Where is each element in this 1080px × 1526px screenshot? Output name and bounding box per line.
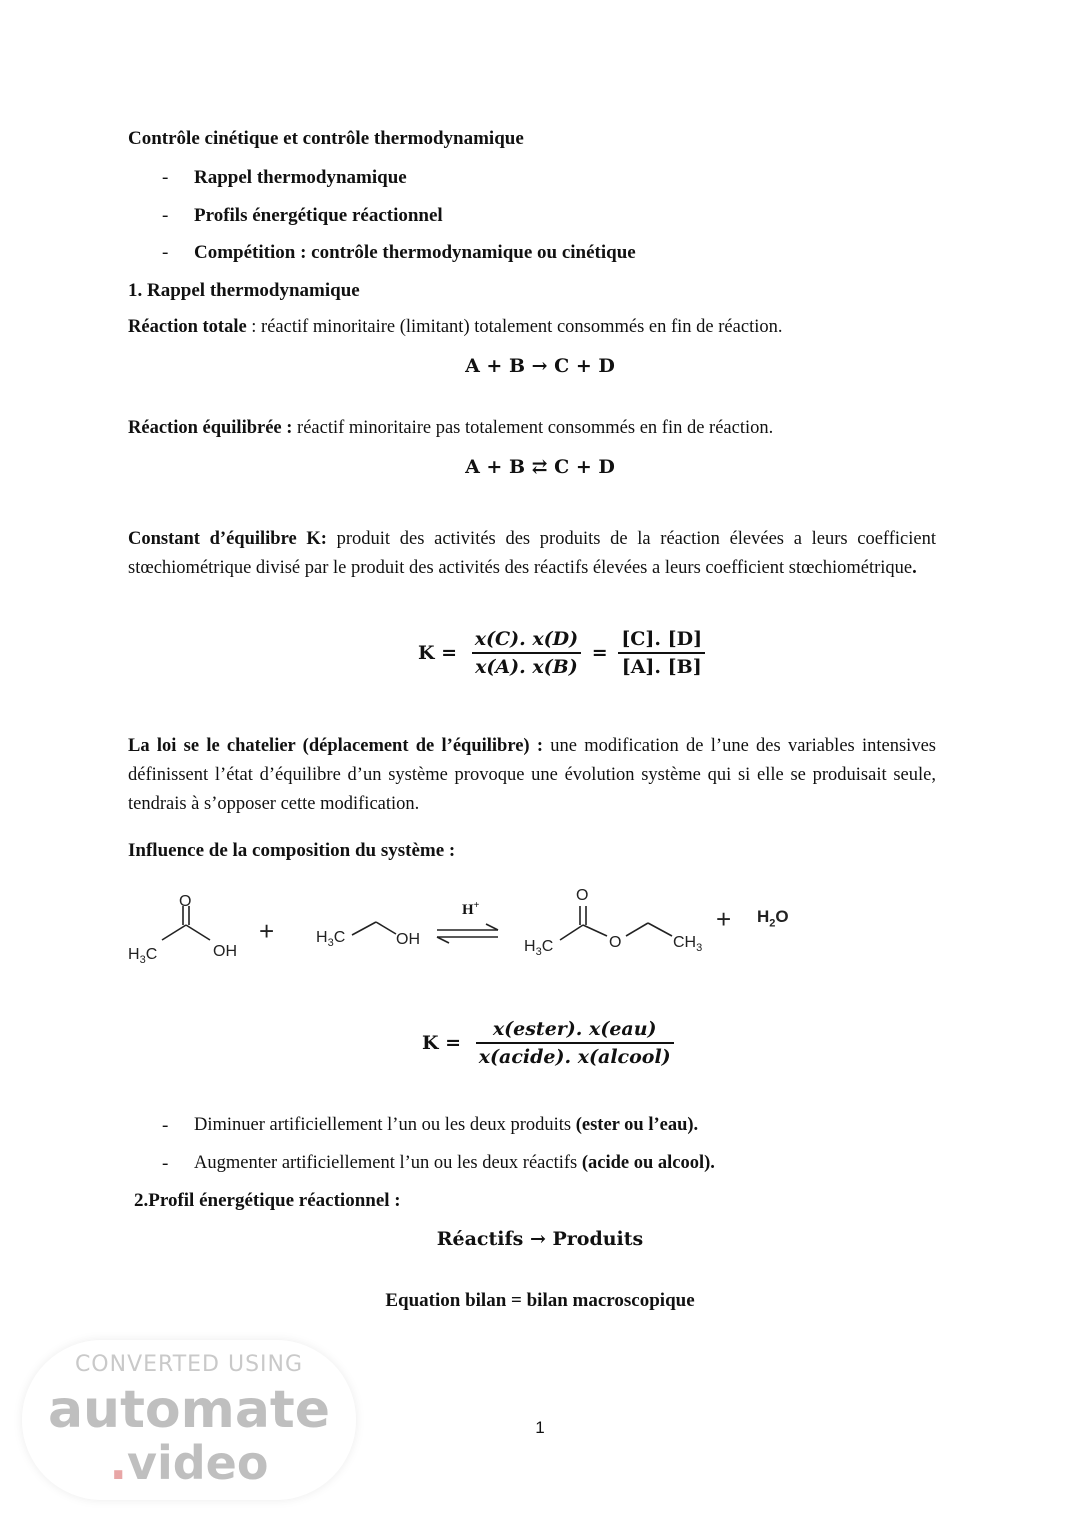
bullet-marker: - (162, 1115, 169, 1136)
denominator: x(A). x(B) (475, 656, 578, 678)
definition-totale (128, 317, 782, 338)
outline-item: Compétition : contrôle thermodynamique ou cinétique (194, 242, 636, 263)
numerator: [C]. [D] (618, 628, 705, 654)
denominator: x(acide). x(alcool) (478, 1046, 671, 1068)
equals-sign: = (591, 642, 608, 664)
action-text: Augmenter artificiellement l’un ou les deux réactifs (194, 1153, 582, 1173)
fraction-molar (472, 628, 581, 678)
equation-equilibree: A + B ⇄ C + D (465, 456, 615, 478)
term: Réaction équilibrée : (128, 418, 293, 438)
reaction-bonds (0, 880, 1080, 980)
outline-item: Profils énergétique réactionnel (194, 205, 443, 226)
converter-watermark (22, 1340, 356, 1500)
watermark-domain (22, 1436, 356, 1490)
outline-item: Rappel thermodynamique (194, 167, 407, 188)
period: . (912, 558, 917, 578)
ester-oxygen: O (609, 934, 622, 951)
section-heading: 2.Profil énergétique réactionnel : (134, 1190, 401, 1211)
numerator: x(ester). x(eau) (476, 1018, 674, 1044)
bilan-heading: Equation bilan = bilan macroscopique (385, 1290, 695, 1311)
definition-text: réactif minoritaire pas totalement consommés en fin de réaction. (292, 418, 774, 438)
acid-carbonyl-oxygen: O (179, 893, 192, 910)
section-heading: 1. Rappel thermodynamique (128, 280, 360, 301)
plus-sign: + (716, 904, 732, 934)
bullet-marker: - (162, 242, 169, 263)
document-title: Contrôle cinétique et contrôle thermodynamique (128, 128, 524, 149)
bullet-marker: - (162, 205, 169, 226)
ester-carbonyl-oxygen: O (576, 887, 589, 904)
k-lhs: K = (422, 1032, 462, 1054)
term: Réaction totale (128, 317, 247, 337)
section-heading: Influence de la composition du système : (128, 840, 456, 861)
page-number: 1 (535, 1418, 545, 1437)
bullet-marker: - (162, 1153, 169, 1174)
ester-methyl: $H_3C$ (524, 938, 554, 959)
watermark-dot: . (109, 1436, 127, 1490)
catalyst-label: H+ (462, 900, 480, 918)
plus-sign: + (259, 916, 275, 946)
k-ester-formula (422, 1018, 674, 1068)
term: Constant d’équilibre K: (128, 529, 327, 549)
k-lhs: K = (418, 642, 458, 664)
k-formula (418, 628, 705, 678)
acid-hydroxyl: OH (213, 943, 237, 960)
action-target: (ester ou l’eau). (575, 1115, 699, 1135)
acid-methyl: $H_3C$ (128, 946, 158, 967)
water-label: $H_2O$ (757, 907, 789, 930)
watermark-brand: automate (47, 1380, 331, 1440)
denominator: [A]. [B] (621, 656, 702, 678)
action-item (194, 1153, 715, 1174)
fraction-concentration (618, 628, 705, 678)
alcohol-methyl: $H_3C$ (316, 929, 346, 950)
fraction-esterification (476, 1018, 674, 1068)
definition-constante (128, 525, 936, 583)
definition-text: une modification de l’une des variables intensives définissent l’état d’équilibre d’un système provoque une évolution système qui si elle se produisait seule, tendrais à s’opposer cette modification. (128, 736, 936, 814)
action-target: (acide ou alcool). (581, 1153, 715, 1173)
action-item (194, 1115, 698, 1136)
equation-totale: A + B → C + D (465, 355, 615, 377)
watermark-video: video (127, 1436, 269, 1490)
action-text: Diminuer artificiellement l’un ou les deux produits (194, 1115, 576, 1135)
definition-equilibree (128, 418, 773, 439)
definition-chatelier (128, 732, 936, 819)
term: La loi se le chatelier (déplacement de l’équilibre) : (128, 736, 544, 756)
bullet-marker: - (162, 167, 169, 188)
definition-text: : réactif minoritaire (limitant) totalement consommés en fin de réaction. (246, 317, 783, 337)
numerator: x(C). x(D) (472, 628, 581, 654)
watermark-line1: CONVERTED USING (74, 1352, 304, 1377)
alcohol-hydroxyl: OH (396, 931, 420, 948)
ester-ethyl-methyl: $CH_3$ (673, 934, 703, 955)
definition-text: produit des activités des produits de la réaction élevées a leurs coefficient stœchiométrique divisé par le produit des activités des réactifs élevées a leurs coefficient stœchiométrique (128, 529, 937, 578)
reactifs-produits-equation: Réactifs → Produits (436, 1228, 644, 1250)
